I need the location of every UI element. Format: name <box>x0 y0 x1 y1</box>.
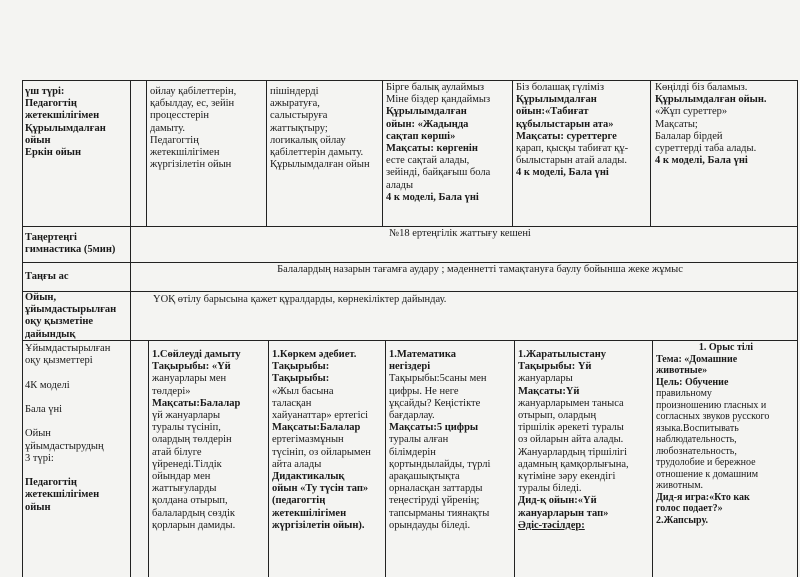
row1-label: үш түрі: Педагогтің жетекшілігімен Құрылымдалған ойын Еркін ойын <box>25 86 106 159</box>
col-border-1 <box>130 80 131 577</box>
col-border-3b <box>268 340 269 577</box>
col-border-left <box>22 80 23 577</box>
row1-col7: Көңілді біз баламыз. Құрылымдалған ойын. «Жұп суреттер» Мақсаты; Балалар бірдей суреттерді таба алады. 4 к моделі, Бала үні <box>655 82 767 167</box>
col-border-4a <box>382 80 383 226</box>
last-col6: 1.Жаратылыстану Тақырыбы: Үй жануарлары Мақсаты:Үй жануарларымен таныса отырып, олардың тіршілік әрекеті туралы оз ойларын айта алады. Жануарлардың тіршілігі адамның қамқорлығына, күтіміне зәру екендігі туралы біледі. Дид-қ ойын:«Үй жануарларын тап» Әдіс-тәсілдер: <box>518 349 629 531</box>
prep-text: ҮОҚ өтілу барысына қажет құралдарды, көрнекіліктер дайындау. <box>153 294 447 305</box>
last-label: Ұйымдастырылған оқу қызметтері 4К моделі Бала үні Ойын ұйымдастырудың 3 түрі: Педагогтің жетекшілігімен ойын <box>25 343 111 513</box>
row-divider-prep <box>22 291 797 292</box>
last-col5: 1.Математика негіздері Тақырыбы:5саны мен цифры. Не неге ұқсайды? Кеңістікте бағдарлау. Мақсаты:5 цифры туралы алған білімдерін қортындылайды, түрлі арақашықтықта орналасқан заттарды теңестіруді үйренің; тапсырманы тиянақты орындауды біледі. <box>389 349 491 531</box>
col-border-5b <box>514 340 515 577</box>
last-col3: 1.Сөйлеуді дамыту Тақырыбы: «Үй жануарлары мен төлдері» Мақсаты:Балалар үй жануарлары туралы түсініп, олардың төлдерін атай білуге үйренеді.Тілдік ойындар мен жаттығуларды қолдана отырып, балалардың сөздік қорларын дамиды. <box>152 349 241 531</box>
col-border-4b <box>385 340 386 577</box>
col-border-right <box>797 80 798 577</box>
row-divider-breakfast <box>22 262 797 263</box>
breakfast-label: Таңғы ас <box>25 271 69 282</box>
row1-col5: Бірге балық аулаймыз Міне біздер қандаймыз Құрылымдалған ойын: «Жадыңда сақтап көрші» Мақсаты: көргенін есте сақтай алады, зейінді, байқағыш бола алады 4 к моделі, Бала үні <box>386 82 491 203</box>
row-divider-gym <box>22 226 797 227</box>
gym-label: Таңертеңгі гимнастика (5мин) <box>25 232 116 256</box>
top-border <box>22 80 797 81</box>
row1-col3: ойлау қабілеттерін, қабылдау, ес, зейін процесстерін дамыту. Педагогтің жетекшілігімен жүргізілетін ойын <box>150 86 237 171</box>
last-col7: 1. Орыс тілі Тема: «Домашние животные» Цель: Обучение правильному произношению гласных и согласных звуков русского языка.Воспитывать наблюдательность, любознательность, трудолобие и бережное отношение к домашним животным. Дид-я игра:«Кто как голос подает?» 2.Жапсыру. <box>656 342 770 526</box>
col-border-3a <box>266 80 267 226</box>
col-border-2a <box>146 80 147 226</box>
gym-text: №18 ертеңгілік жаттығу кешені <box>389 228 531 239</box>
last-col4: 1.Көркем әдебиет. Тақырыбы: Тақырыбы: «Жыл басына таласқан хайуанаттар» ертегісі Мақсаты:Балалар ертегімазмұнын түсініп, оз ойларымен айта алады Дидактикалық ойын «Ту түсін тап» (педагогтің жетекшілігімен жүргізілетін ойын). <box>272 349 371 531</box>
col-border-5a <box>512 80 513 226</box>
col-border-6b <box>652 340 653 577</box>
row-divider-last <box>22 340 797 341</box>
prep-label: Ойын, ұйымдастырылған оқу қызметіне дайындық <box>25 292 117 340</box>
row1-col4: пішіндерді ажыратуға, салыстыруға жаттықтыру; логикалық ойлау қабілеттерін дамыту. Құрылымдалған ойын <box>270 86 370 171</box>
row1-col6: Біз болашақ гүліміз Құрылымдалған ойын:«Табиғат құбылыстарын ата» Мақсаты: суреттерге қарап, қысқы табиғат құ- былыстарын атай алады. 4 к моделі, Бала үні <box>516 82 629 179</box>
col-border-2b <box>148 340 149 577</box>
col-border-6a <box>650 80 651 226</box>
breakfast-text: Балалардың назарын тағамға аудару ; мәденнетті тамақтануға баулу бойынша жеке жұмыс <box>277 264 683 275</box>
